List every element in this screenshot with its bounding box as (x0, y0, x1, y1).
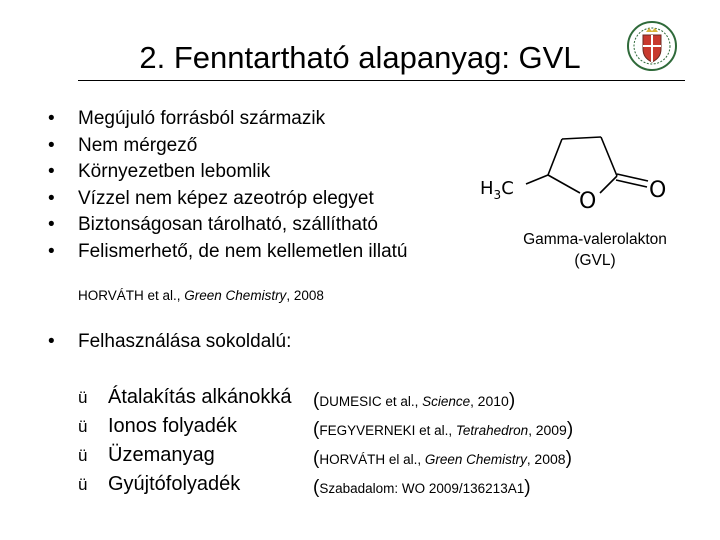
molecule-caption: Gamma-valerolakton (GVL) (523, 231, 667, 269)
reference-item: (HORVÁTH el al., Green Chemistry, 2008) (313, 448, 572, 469)
bullet-icon: • (48, 331, 55, 352)
carbonyl-double-bond (616, 180, 647, 187)
ring-bond (548, 175, 580, 193)
reference-item: (DUMESIC et al., Science, 2010) (313, 390, 516, 411)
ring-oxygen-label: O (579, 189, 597, 214)
checkmark-icon: ü (78, 475, 88, 494)
bullet-icon: • (48, 108, 55, 129)
reference-item: (FEGYVERNEKI et al., Tetrahedron, 2009) (313, 419, 574, 440)
checkmark-icon: ü (78, 388, 88, 407)
carbonyl-oxygen-label: O (649, 178, 667, 203)
bullet-icon: • (48, 161, 55, 182)
carbonyl-double-bond (617, 174, 648, 181)
ring-bond (601, 137, 617, 176)
gvl-structure-diagram (476, 118, 686, 228)
slide-title: 2. Fenntartható alapanyag: GVL (139, 40, 581, 75)
reference-item: (Szabadalom: WO 2009/136213A1) (313, 477, 531, 498)
bullet-icon: • (48, 134, 55, 156)
title-divider (78, 80, 685, 81)
bullet-icon: • (48, 214, 55, 235)
methyl-group-label: $H_3C$ (480, 178, 514, 202)
checkmark-icon: ü (78, 417, 88, 436)
main-reference: HORVÁTH et al., Green Chemistry, 2008 (78, 288, 324, 303)
bullet-icon: • (48, 187, 55, 209)
university-seal-logo (626, 18, 678, 74)
methyl-bond (526, 175, 548, 184)
checkmark-icon: ü (78, 446, 88, 465)
ring-bond (600, 176, 617, 193)
ring-bond (548, 139, 562, 175)
usage-references (313, 392, 573, 508)
ring-bond (562, 137, 601, 139)
usage-heading: • Felhasználása sokoldalú: (48, 331, 292, 352)
bullet-icon: • (48, 240, 55, 262)
